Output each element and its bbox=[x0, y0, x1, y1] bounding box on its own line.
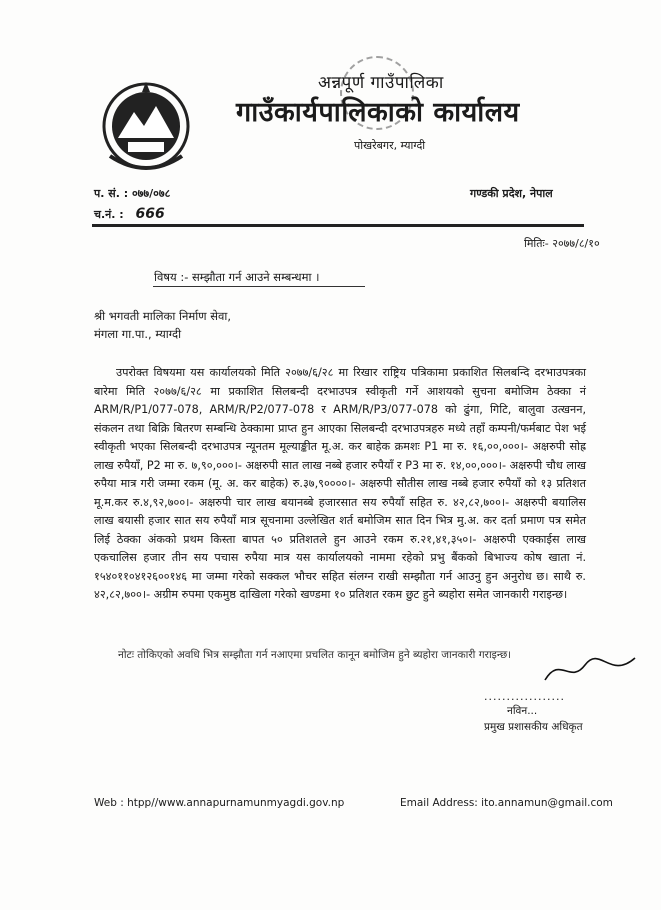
header-divider bbox=[92, 224, 584, 227]
letter-date: मितिः- २०७७/८/१० bbox=[524, 237, 600, 250]
footer-website: Web : htpp//www.annapurnamunmyagdi.gov.np bbox=[94, 797, 345, 809]
subject-underline bbox=[153, 286, 365, 287]
office-title: गाउँकार्यपालिकाको कार्यालय bbox=[236, 97, 520, 128]
municipality-name: अन्नपूर्ण गाउँपालिका bbox=[318, 73, 444, 93]
ref-label: प. सं. : bbox=[94, 187, 129, 200]
dispatch-label: च.नं. : bbox=[94, 208, 124, 221]
signatory-name: नविन... bbox=[507, 705, 538, 717]
recipient-name: श्री भगवती मालिका निर्माण सेवा, bbox=[94, 309, 232, 323]
body-paragraph: उपरोक्त विषयमा यस कार्यालयको मिति २०७७/६/२८ मा रिखार राष्ट्रिय पत्रिकामा प्रकाशित सिलबन्दि दरभाउपत्रका बारेमा मिति २०७७/६/२८ मा प्रकाशित सिलबन्दी दरभाउपत्र स्वीकृती गर्ने आशयको सुचना बमोजिम ठेक्का नं ARM/R/P1/077-078, ARM/R/P2/077-078 र ARM/R/P3/077-078 को ढुंगा, गिटि, बालुवा उत्खनन, संकलन तथा बिक्रि बितरण सम्बन्धि ठेक्कामा प्राप्त हुन आएका सिलबन्दी दरभाउपत्रहरु मध्ये तहाँ कम्पनी/फर्मबाट पेश भई स्वीकृती भएका सिलबन्दी दरभाउपत्र न्यूनतम मूल्याङ्कीत मू.अ. कर बाहेक क्रमशः P1 मा रु. १६,००,०००।- अक्षरुपी सोह्र लाख रुपैयाँ, P2 मा रु. ७,९०,०००।- अक्षरुपी सात लाख नब्बे हजार रुपैयाँ र P3 मा रु. १४,००,०००।- अक्षरुपी चौध लाख रुपैया मात्र गरी जम्मा रकम (मू. अ. कर बाहेक) रु.३७,९००००।- अक्षरुपी सौतीस लाख नब्बे हजार रुपैयाँ को १३ प्रतिशत मू.म.कर रु.४,९२,७००।- अक्षरुपी चार लाख बयानब्बे हजारसात सय रुपैयाँ सहित रु. ४२,८२,७००।- अक्षरुपी बयालिस लाख बयासी हजार सात सय रुपैयाँ मात्र सूचनामा उल्लेखित शर्त बमोजिम सात दिन भित्र मु.अ. कर दर्ता प्रमाण पत्र समेत लिई ठेक्का अंकको प्रथम किस्ता बापत ५० प्रतिशतले हुन आउने रकम रु.२१,४१,३५०।- अक्षरुपी एक्काईस लाख एकचालिस हजार तीन सय पचास रुपैया मात्र यस कार्यालयको नाममा रहेको प्रभु बैंकको बिभाज्य कोष खाता नं. १५४०११०४१२६००१४६ मा जम्मा गरेको सक्कल भौचर सहित संलग्न राखी सम्झौता गर्न आउनु हुन अनुरोध छ। साथै रु. ४२,८२,७००।- अग्रीम रुपमा एकमुष्ठ दाखिला गरेको खण्डमा १० प्रतिशत रकम छुट हुने ब्यहोरा समेत जानकारी गराइन्छ। bbox=[94, 366, 586, 601]
office-address: पोखरेबगर, म्याग्दी bbox=[354, 139, 426, 152]
letter-body bbox=[94, 364, 586, 605]
note-text: नोटः तोकिएको अवधि भित्र सम्झौता गर्न नआएमा प्रचलित कानून बमोजिम हुने ब्यहोरा जानकारी गराइन्छ। bbox=[118, 649, 512, 661]
dispatch-value: 666 bbox=[135, 206, 165, 222]
reference-number bbox=[94, 186, 170, 201]
nepal-emblem-icon bbox=[100, 76, 192, 176]
ref-value: ०७७/०७८ bbox=[131, 187, 171, 200]
signature-dots: .................. bbox=[484, 690, 565, 703]
province-label: गण्डकी प्रदेश, नेपाल bbox=[470, 187, 553, 200]
footer-email: Email Address: ito.annamun@gmail.com bbox=[400, 797, 613, 809]
signature-icon bbox=[540, 650, 640, 690]
dispatch-number bbox=[94, 206, 165, 222]
subject-line: विषय :- सम्झौता गर्न आउने सम्बन्धमा । bbox=[154, 270, 320, 284]
recipient-address: मंगला गा.पा., म्याग्दी bbox=[94, 327, 182, 341]
signatory-role: प्रमुख प्रशासकीय अधिकृत bbox=[484, 721, 583, 733]
